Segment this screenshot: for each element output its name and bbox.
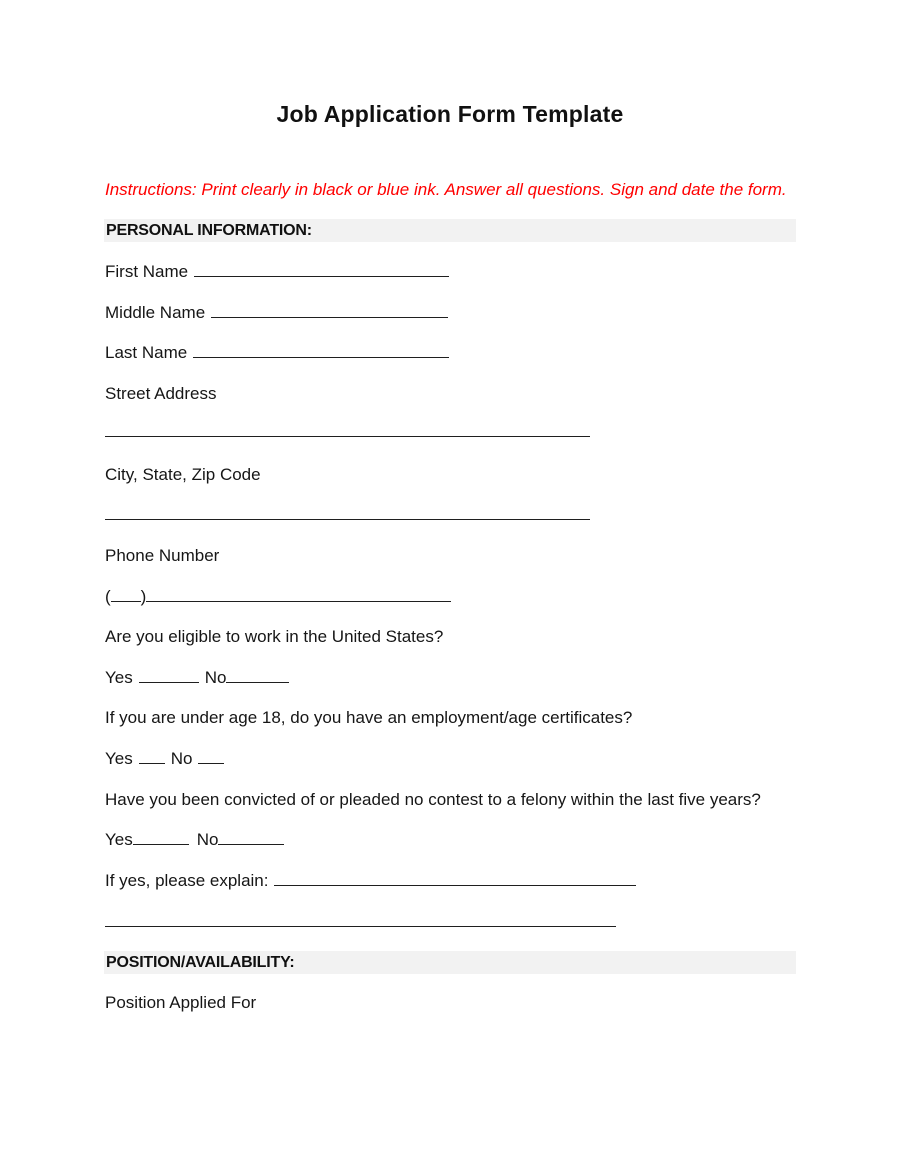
age-question-row bbox=[105, 708, 632, 728]
section-heading-position-availability: POSITION/AVAILABILITY: bbox=[104, 951, 796, 974]
section-heading-personal-information: PERSONAL INFORMATION: bbox=[104, 219, 796, 242]
felony-no-blank[interactable] bbox=[218, 830, 284, 845]
middle-name-blank[interactable] bbox=[211, 303, 448, 318]
first-name-label: First Name bbox=[105, 262, 189, 281]
first-name-blank[interactable] bbox=[194, 262, 449, 277]
explain-label: If yes, please explain: bbox=[105, 871, 269, 890]
eligible-no-label: No bbox=[204, 668, 227, 687]
eligible-no-blank[interactable] bbox=[226, 668, 289, 683]
age-no-label: No bbox=[170, 749, 193, 768]
last-name-row bbox=[105, 343, 449, 363]
eligible-yes-no-row bbox=[105, 668, 289, 688]
felony-no-label: No bbox=[196, 830, 219, 849]
street-address-blank[interactable] bbox=[105, 436, 590, 437]
instructions-text: Instructions: Print clearly in black or blue ink. Answer all questions. Sign and date the form. bbox=[105, 180, 787, 199]
phone-open-paren: ( bbox=[105, 587, 111, 606]
position-applied-row bbox=[105, 993, 256, 1013]
last-name-blank[interactable] bbox=[193, 343, 449, 358]
last-name-label: Last Name bbox=[105, 343, 188, 362]
city-state-zip-label: City, State, Zip Code bbox=[105, 465, 261, 484]
felony-yes-no-row bbox=[105, 830, 284, 850]
phone-area-code-blank[interactable] bbox=[111, 587, 141, 602]
eligible-question-row bbox=[105, 627, 443, 647]
city-state-zip-row bbox=[105, 465, 261, 485]
eligible-yes-blank[interactable] bbox=[139, 668, 199, 683]
phone-close-paren: ) bbox=[140, 587, 147, 606]
middle-name-row bbox=[105, 303, 448, 323]
age-no-blank[interactable] bbox=[198, 749, 224, 764]
explain-continuation-blank[interactable] bbox=[105, 926, 616, 927]
age-yes-no-row bbox=[105, 749, 224, 769]
phone-number-blank[interactable] bbox=[146, 587, 451, 602]
felony-yes-label: Yes bbox=[105, 830, 133, 849]
phone-number-label: Phone Number bbox=[105, 546, 220, 565]
age-question-label: If you are under age 18, do you have an employment/age certificates? bbox=[105, 708, 633, 727]
street-address-row bbox=[105, 384, 217, 404]
city-state-zip-blank[interactable] bbox=[105, 519, 590, 520]
felony-question-label: Have you been convicted of or pleaded no contest to a felony within the last five years? bbox=[105, 790, 761, 809]
street-address-label: Street Address bbox=[105, 384, 217, 403]
explain-row bbox=[105, 871, 636, 891]
eligible-question-label: Are you eligible to work in the United States? bbox=[105, 627, 444, 646]
explain-blank[interactable] bbox=[274, 871, 636, 886]
first-name-row bbox=[105, 262, 449, 282]
position-applied-label: Position Applied For bbox=[105, 993, 257, 1012]
page-title: Job Application Form Template bbox=[276, 101, 624, 127]
felony-question-row bbox=[105, 790, 761, 810]
felony-yes-blank[interactable] bbox=[133, 830, 189, 845]
phone-entry-row bbox=[105, 587, 451, 607]
eligible-yes-label: Yes bbox=[105, 668, 133, 687]
age-yes-blank[interactable] bbox=[139, 749, 165, 764]
age-yes-label: Yes bbox=[105, 749, 133, 768]
middle-name-label: Middle Name bbox=[105, 303, 206, 322]
phone-number-row bbox=[105, 546, 219, 566]
